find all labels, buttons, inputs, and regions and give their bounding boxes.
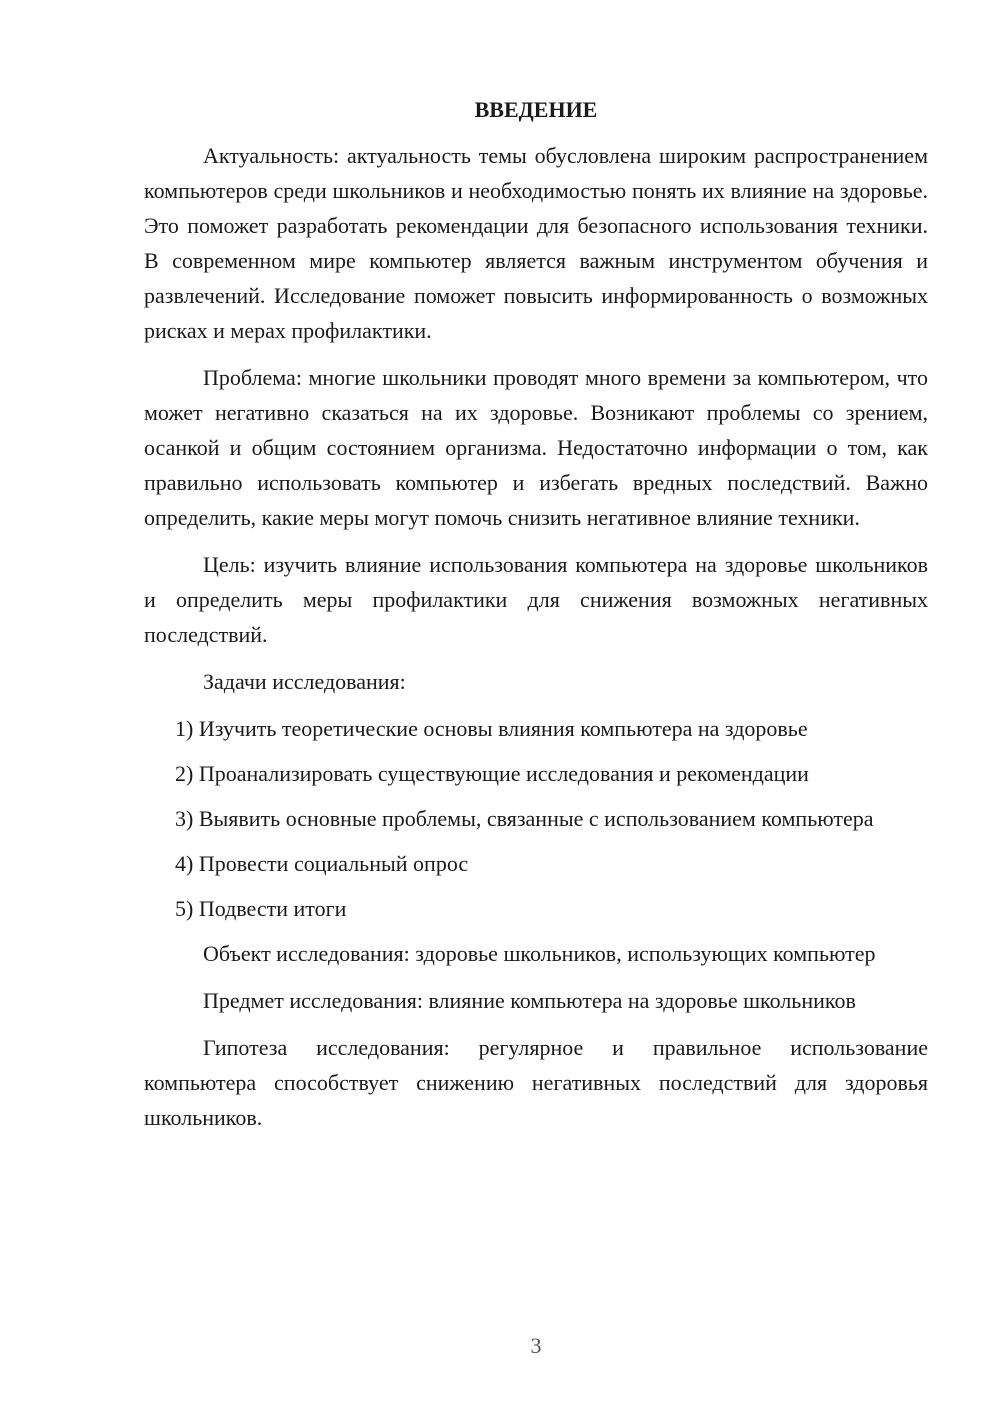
task-item-3: 3) Выявить основные проблемы, связанные с использованием компьютера: [175, 806, 874, 831]
task-item-5: 5) Подвести итоги: [175, 896, 347, 921]
hypothesis-paragraph: Гипотеза исследования: регулярное и правильное использование компьютера способствует снижению негативных последствий для здоровья школьников.: [144, 1035, 928, 1130]
page-number: 3: [530, 1333, 542, 1358]
task-item-4: 4) Провести социальный опрос: [175, 851, 469, 876]
tasks-title: Задачи исследования:: [203, 669, 406, 694]
task-item-1: 1) Изучить теоретические основы влияния компьютера на здоровье: [175, 716, 808, 741]
object-paragraph: Объект исследования: здоровье школьников, использующих компьютер: [203, 941, 876, 966]
relevance-paragraph: Актуальность: актуальность темы обусловлена широким распространением компьютеров среди школьников и необходимостью понять их влияние на здоровье. Это поможет разработать рекомендации для безопасного использования техники. В современном мире компьютер является важным инструментом обучения и развлечений. Исследование поможет повысить информированность о возможных рисках и мерах профилактики.: [144, 143, 928, 343]
section-heading: ВВЕДЕНИЕ: [474, 97, 598, 122]
problem-paragraph: Проблема: многие школьники проводят много времени за компьютером, что может негативно сказаться на их здоровье. Возникают проблемы со зрением, осанкой и общим состоянием организма. Недостаточно информации о том, как правильно использовать компьютер и избегать вредных последствий. Важно определить, какие меры могут помочь снизить негативное влияние техники.: [144, 365, 928, 530]
subject-paragraph: Предмет исследования: влияние компьютера на здоровье школьников: [203, 988, 856, 1013]
goal-paragraph: Цель: изучить влияние использования компьютера на здоровье школьников и определить меры профилактики для снижения возможных негативных последствий.: [144, 552, 928, 647]
page-content: [144, 95, 928, 1147]
task-item-2: 2) Проанализировать существующие исследования и рекомендации: [175, 761, 809, 786]
